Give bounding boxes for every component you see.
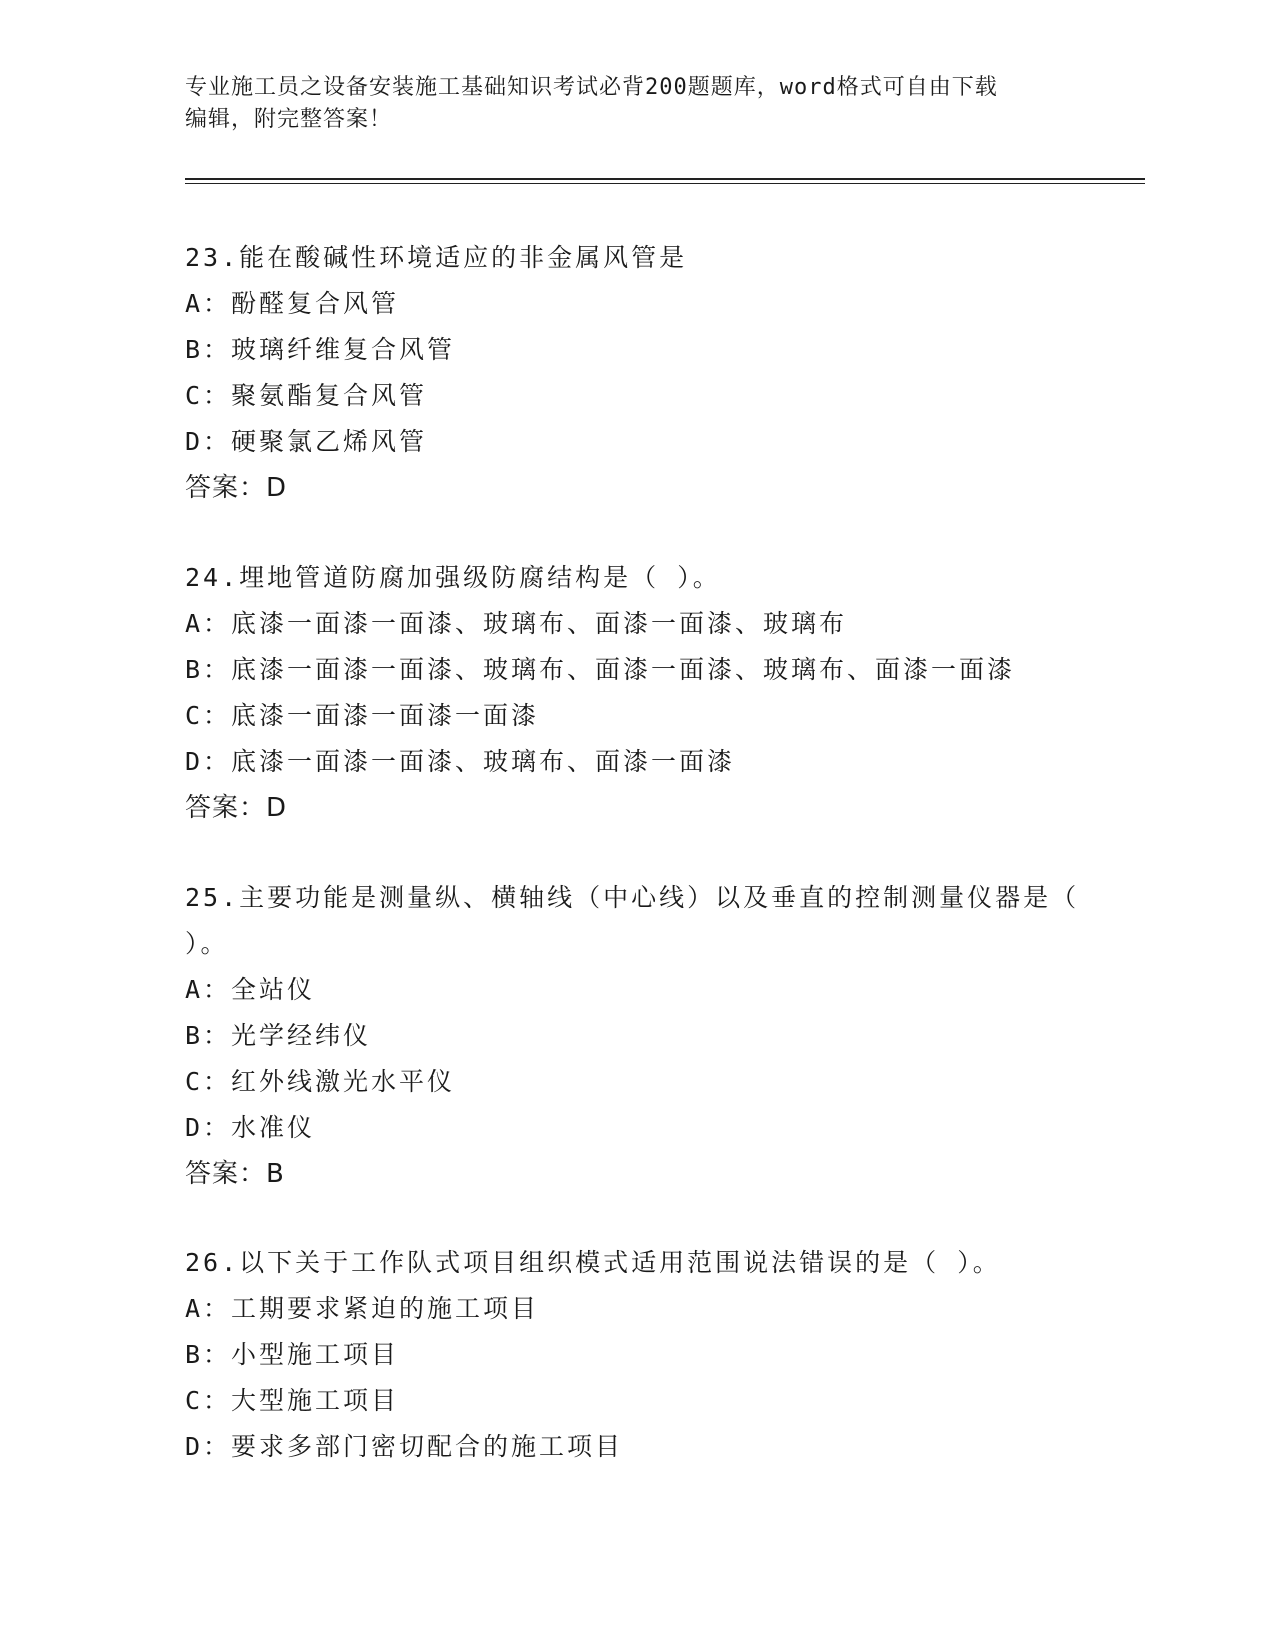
header-divider-thick xyxy=(185,178,1145,180)
question-title: 26.以下关于工作队式项目组织模式适用范围说法错误的是（ ）。 xyxy=(185,1248,1001,1277)
question-25 xyxy=(185,875,1085,1197)
option-a: A：底漆一面漆一面漆、玻璃布、面漆一面漆、玻璃布 xyxy=(185,609,848,638)
option-c: C：大型施工项目 xyxy=(185,1386,400,1415)
option-c: C：底漆一面漆一面漆一面漆 xyxy=(185,701,540,730)
answer: 答案：B xyxy=(185,1159,285,1189)
answer: 答案：D xyxy=(185,793,288,823)
header-line-1: 专业施工员之设备安装施工基础知识考试必背200题题库，word格式可自由下载 xyxy=(185,75,998,100)
question-title: 24.埋地管道防腐加强级防腐结构是（ ）。 xyxy=(185,563,721,592)
option-b: B：光学经纬仪 xyxy=(185,1021,372,1050)
question-24 xyxy=(185,555,1085,831)
question-title: 23.能在酸碱性环境适应的非金属风管是 xyxy=(185,243,688,272)
option-c: C：聚氨酯复合风管 xyxy=(185,381,428,410)
header-divider-thin xyxy=(185,183,1145,184)
option-a: A：全站仪 xyxy=(185,975,316,1004)
option-b: B：玻璃纤维复合风管 xyxy=(185,335,456,364)
question-23 xyxy=(185,235,1085,511)
option-a: A：酚醛复合风管 xyxy=(185,289,400,318)
answer: 答案：D xyxy=(185,473,288,503)
option-b: B：小型施工项目 xyxy=(185,1340,400,1369)
question-title: 25.主要功能是测量纵、横轴线（中心线）以及垂直的控制测量仪器是（ ）。 xyxy=(185,883,1080,958)
option-a: A：工期要求紧迫的施工项目 xyxy=(185,1294,540,1323)
option-d: D：底漆一面漆一面漆、玻璃布、面漆一面漆 xyxy=(185,747,736,776)
option-d: D：硬聚氯乙烯风管 xyxy=(185,427,428,456)
document-header xyxy=(185,72,1085,136)
header-line-2: 编辑，附完整答案！ xyxy=(185,107,393,132)
option-d: D：水准仪 xyxy=(185,1113,316,1142)
option-c: C：红外线激光水平仪 xyxy=(185,1067,456,1096)
option-b: B：底漆一面漆一面漆、玻璃布、面漆一面漆、玻璃布、面漆一面漆 xyxy=(185,655,1016,684)
option-d: D：要求多部门密切配合的施工项目 xyxy=(185,1432,624,1461)
question-26 xyxy=(185,1240,1085,1470)
